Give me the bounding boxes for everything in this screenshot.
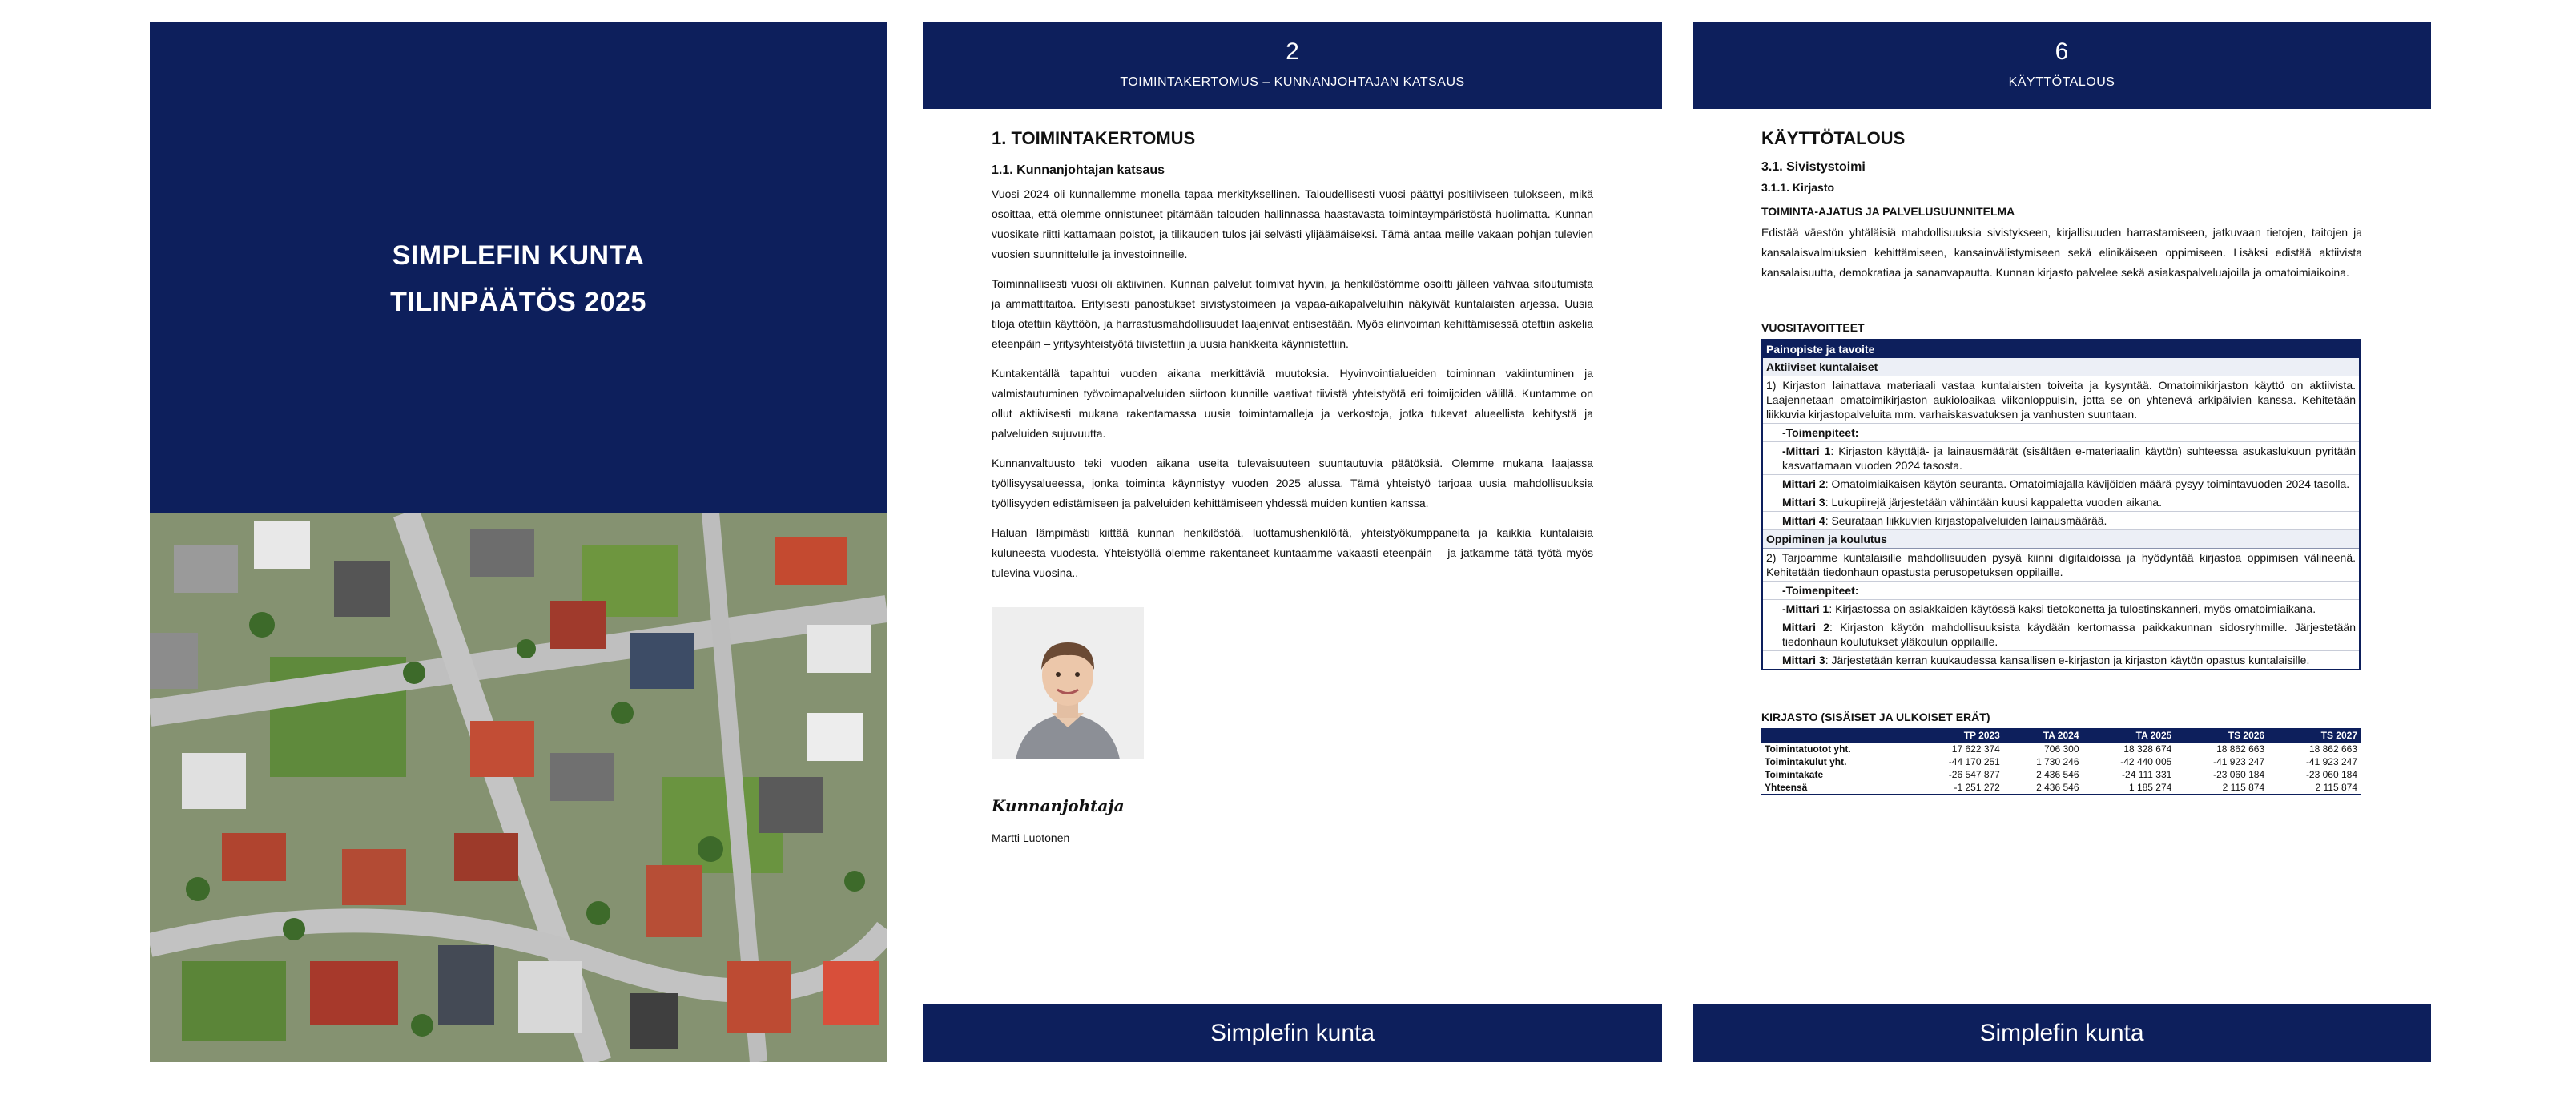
row-label: Toimintakulut yht. [1765,756,1847,767]
metric-text: : Kirjaston käyttäjä- ja lainausmäärät (sisältäen e-materiaalin käytön) suhteessa asukaslukuun pyritään kasvattamaan vuoden 2024 tasosta. [1782,445,2356,472]
metric-text: : Kirjaston käytön mahdollisuuksista käydään kertomassa paikkakunnan sidosryhmille. Järjestetään tiedonhaun koulutukset yläkoulun oppilaille. [1782,621,2356,648]
cell: 2 115 874 [2268,781,2361,795]
goals-table-header: Painopiste ja tavoite [1763,340,2359,358]
row-label: Toimintakate [1765,769,1824,780]
measures-label: -Toimenpiteet: [1763,424,2359,442]
portrait-illustration [992,607,1144,759]
metric-row [1763,442,2359,475]
metric-row [1763,618,2359,651]
column-header: TA 2025 [2083,728,2176,743]
metric-label: Mittari 3 [1782,496,1825,509]
cell: -41 923 247 [2213,756,2265,767]
finance-block [1761,711,2362,795]
page-content [1761,128,2362,795]
metric-label: -Mittari 1 [1782,602,1829,615]
cell: -26 547 877 [1948,769,2000,780]
page-content [992,128,1593,844]
cell: 1 730 246 [2036,756,2079,767]
subsubsection-title: 3.1.1. Kirjasto [1761,181,1835,194]
metric-row [1763,600,2359,618]
page-header-subtitle: KÄYTTÖTALOUS [2008,75,2115,89]
goal-text: 2) Tarjoamme kuntalaisille mahdollisuuden pysyä kiinni digitaidoissa ja hyödyntää kirjastoa oppimisen välineenä. Kehitetään tiedonhaun opastusta perusopetuksen oppilaille. [1763,549,2359,582]
cell: -41 923 247 [2305,756,2357,767]
page-number: 6 [2055,38,2069,65]
metric-text: : Seurataan liikkuvien kirjastopalveluiden lainausmäärää. [1825,514,2107,527]
page-toimintakertomus [923,22,1662,1062]
goals-heading: VUOSITAVOITTEET [1761,321,1865,334]
cell: -24 111 331 [2122,769,2172,780]
measures-label: -Toimenpiteet: [1763,582,2359,600]
cover-title-line2: TILINPÄÄTÖS 2025 [390,287,646,317]
metric-label: Mittari 2 [1782,477,1825,490]
signature-name: Martti Luotonen [992,831,1070,844]
metric-label: Mittari 3 [1782,654,1825,666]
column-header: TP 2023 [1910,728,2003,743]
page-footer: Simplefin kunta [1693,1004,2431,1062]
cell: -23 060 184 [2305,769,2357,780]
column-header: TA 2024 [2003,728,2083,743]
subsection-title: 3.1. Sivistystoimi [1761,160,1866,174]
page-footer: Simplefin kunta [923,1004,1662,1062]
cell: 706 300 [2044,743,2079,755]
cell: 18 862 663 [2308,743,2357,755]
column-header: TS 2026 [2175,728,2268,743]
page-kayttotalous [1693,22,2431,1062]
metric-text: : Omatoimiaikaisen käytön seuranta. Omatoimiajalla kävijöiden määrä pysyy toimintavuoden 2024 tasolla. [1825,477,2350,490]
paragraph: Vuosi 2024 oli kunnallemme monella tapaa merkityksellinen. Taloudellisesti vuosi päättyi positiiviseen tulokseen, mikä osoittaa, että olemme onnistuneet pitämään talouden hallinnassa haastavasta toimintaympäristöstä huolimatta. Kunnan vuosikate riitti kattamaan poistot, ja tilikauden tulos jäi selvästi ylijäämäiseksi. Tämä antaa meille vakaan pohjan tulevien vuosien suunnittelulle ja investoinneille. [992,187,1593,260]
paragraph: Kuntakentällä tapahtui vuoden aikana merkittäviä muutoksia. Hyvinvointialueiden toiminnan vakiintuminen ja valmistautuminen työvoimapalveluiden siirtoon kunnille vaativat tiivistä yhteistyötä eri toimijoiden välillä. Kuntamme on ollut aktiivisesti mukana rakentamassa uusia toimintamalleja ja verkostoja, jotka tukevat alueellista kehitystä ja palveluiden sujuvuutta. [992,367,1593,440]
cover-page [150,22,887,1062]
goal-text: 1) Kirjaston lainattava materiaali vastaa kuntalaisten toiveita ja kysyntää. Omatoimikirjaston käyttö on aktiivista. Laajennetaan omatoimikirjaston aukioloaikaa viikonloppuisin, jotta se on yhtenevä arkipäivien kanssa. Kehitetään liikkuvia kirjastopalveluita mm. varhaiskasvatuksen ja vanhusten suuntaan. [1763,376,2359,424]
row-label: Yhteensä [1761,781,1910,795]
paragraph: Toiminnallisesti vuosi oli aktiivinen. Kunnan palvelut toimivat hyvin, ja henkilöstömme osoitti jälleen vahvaa sitoutumista ja ammattitaitoa. Erityisesti panostukset sivistystoimeen ja vapaa-aikapalveluihin näkyivät kuntalaisten arjessa. Uusia tiloja otettiin käyttöön, ja harrastusmahdollisuudet laajenivat entisestään. Myös elinvoiman kehittämisessä otettiin askelia eteenpäin – yritysyhteistyötä tiivistettiin ja uusia hankkeita käynnistettiin. [992,277,1593,350]
metric-row [1763,651,2359,669]
row-label: Toimintatuotot yht. [1765,743,1851,755]
table-row [1761,755,2361,768]
finance-table-header-row [1761,728,2361,743]
cell: 2 115 874 [2175,781,2268,795]
goals-section-title: Aktiiviset kuntalaiset [1763,358,2359,376]
table-row [1761,781,2361,795]
cell: -23 060 184 [2213,769,2265,780]
table-row [1761,743,2361,755]
metric-text: : Kirjastossa on asiakkaiden käytössä kaksi tietokonetta ja tulostinskanneri, myös omatoimiaikana. [1829,602,2316,615]
goals-table [1761,339,2361,670]
page-header [923,22,1662,109]
metric-row [1763,512,2359,530]
section-title: 1. TOIMINTAKERTOMUS [992,128,1196,148]
finance-heading: KIRJASTO (SISÄISET JA ULKOISET ERÄT) [1761,711,1990,723]
column-header: TS 2027 [2268,728,2361,743]
table-row [1761,768,2361,781]
page-number: 2 [1286,38,1299,65]
annual-goals [1761,321,2362,670]
metric-label: -Mittari 1 [1782,445,1831,457]
metric-text: : Järjestetään kerran kuukaudessa kansallisen e-kirjaston ja kirjaston käytön opastus kuntalaisille. [1825,654,2310,666]
cover-title-line1: SIMPLEFIN KUNTA [392,240,645,271]
column-header [1761,728,1910,743]
page-header [1693,22,2431,109]
cell: 17 622 374 [1951,743,2000,755]
cell: 18 862 663 [2216,743,2265,755]
mayor-portrait-photo [992,607,1144,759]
cell: 2 436 546 [2003,781,2083,795]
metric-label: Mittari 4 [1782,514,1825,527]
cell: 1 185 274 [2083,781,2176,795]
paragraph: Haluan lämpimästi kiittää kunnan henkilöstöä, luottamushenkilöitä, yhteistyökumppaneita ja kaikkia kuntalaisia kuluneesta vuodesta. Yhteistyöllä olemme rakentaneet kuntaamme vakaasti eteenpäin – ja jatkamme tätä työtä myös tulevina vuosina.. [992,526,1593,579]
plan-heading: TOIMINTA-AJATUS JA PALVELUSUUNNITELMA [1761,205,2015,218]
signature-title: Kunnanjohtaja [992,796,1125,815]
cell: 18 328 674 [2123,743,2172,755]
subsection-title: 1.1. Kunnanjohtajan katsaus [992,163,1165,177]
cell: -1 251 272 [1910,781,2003,795]
metric-row [1763,493,2359,512]
paragraph: Kunnanvaltuusto teki vuoden aikana useita tulevaisuuteen suuntautuvia päätöksiä. Olemme mukana laajassa työllisyysalueessa, jonka toiminta käynnistyy vuoden 2025 alussa. Tämä yhteistyö tarjoaa uusia mahdollisuuksia työllisyyden edistämiseen ja palveluiden kehittämiseen yhdessä muiden kuntien kanssa. [992,457,1593,509]
metric-label: Mittari 2 [1782,621,1830,634]
goals-section-title: Oppiminen ja koulutus [1763,530,2359,549]
metric-text: : Lukupiirejä järjestetään vähintään kuusi kappaletta vuoden aikana. [1825,496,2162,509]
finance-table [1761,728,2361,795]
cell: 2 436 546 [2036,769,2079,780]
page-header-subtitle: TOIMINTAKERTOMUS – KUNNANJOHTAJAN KATSAUS [1120,75,1465,89]
plan-text: Edistää väestön yhtäläisiä mahdollisuuksia sivistykseen, kirjallisuuden harrastamiseen, jatkuvaan tietojen, taitojen ja kansalaisvalmiuksien kehittämiseen, kansainvälistymiseen sekä elinikäiseen oppimiseen. Lisäksi edistää aktiivista kansalaisuutta, demokratiaa ja sananvapautta. Kunnan kirjasto palvelee sekä asiakaspalveluajoilla ja omatoimiaikoina. [1761,226,2362,279]
cell: -44 170 251 [1948,756,2000,767]
cell: -42 440 005 [2120,756,2172,767]
section-title: KÄYTTÖTALOUS [1761,128,1906,148]
metric-row [1763,475,2359,493]
cover-title-block [150,22,887,513]
cover-aerial-photo [150,513,887,1062]
aerial-neighborhood-illustration [150,513,887,1062]
